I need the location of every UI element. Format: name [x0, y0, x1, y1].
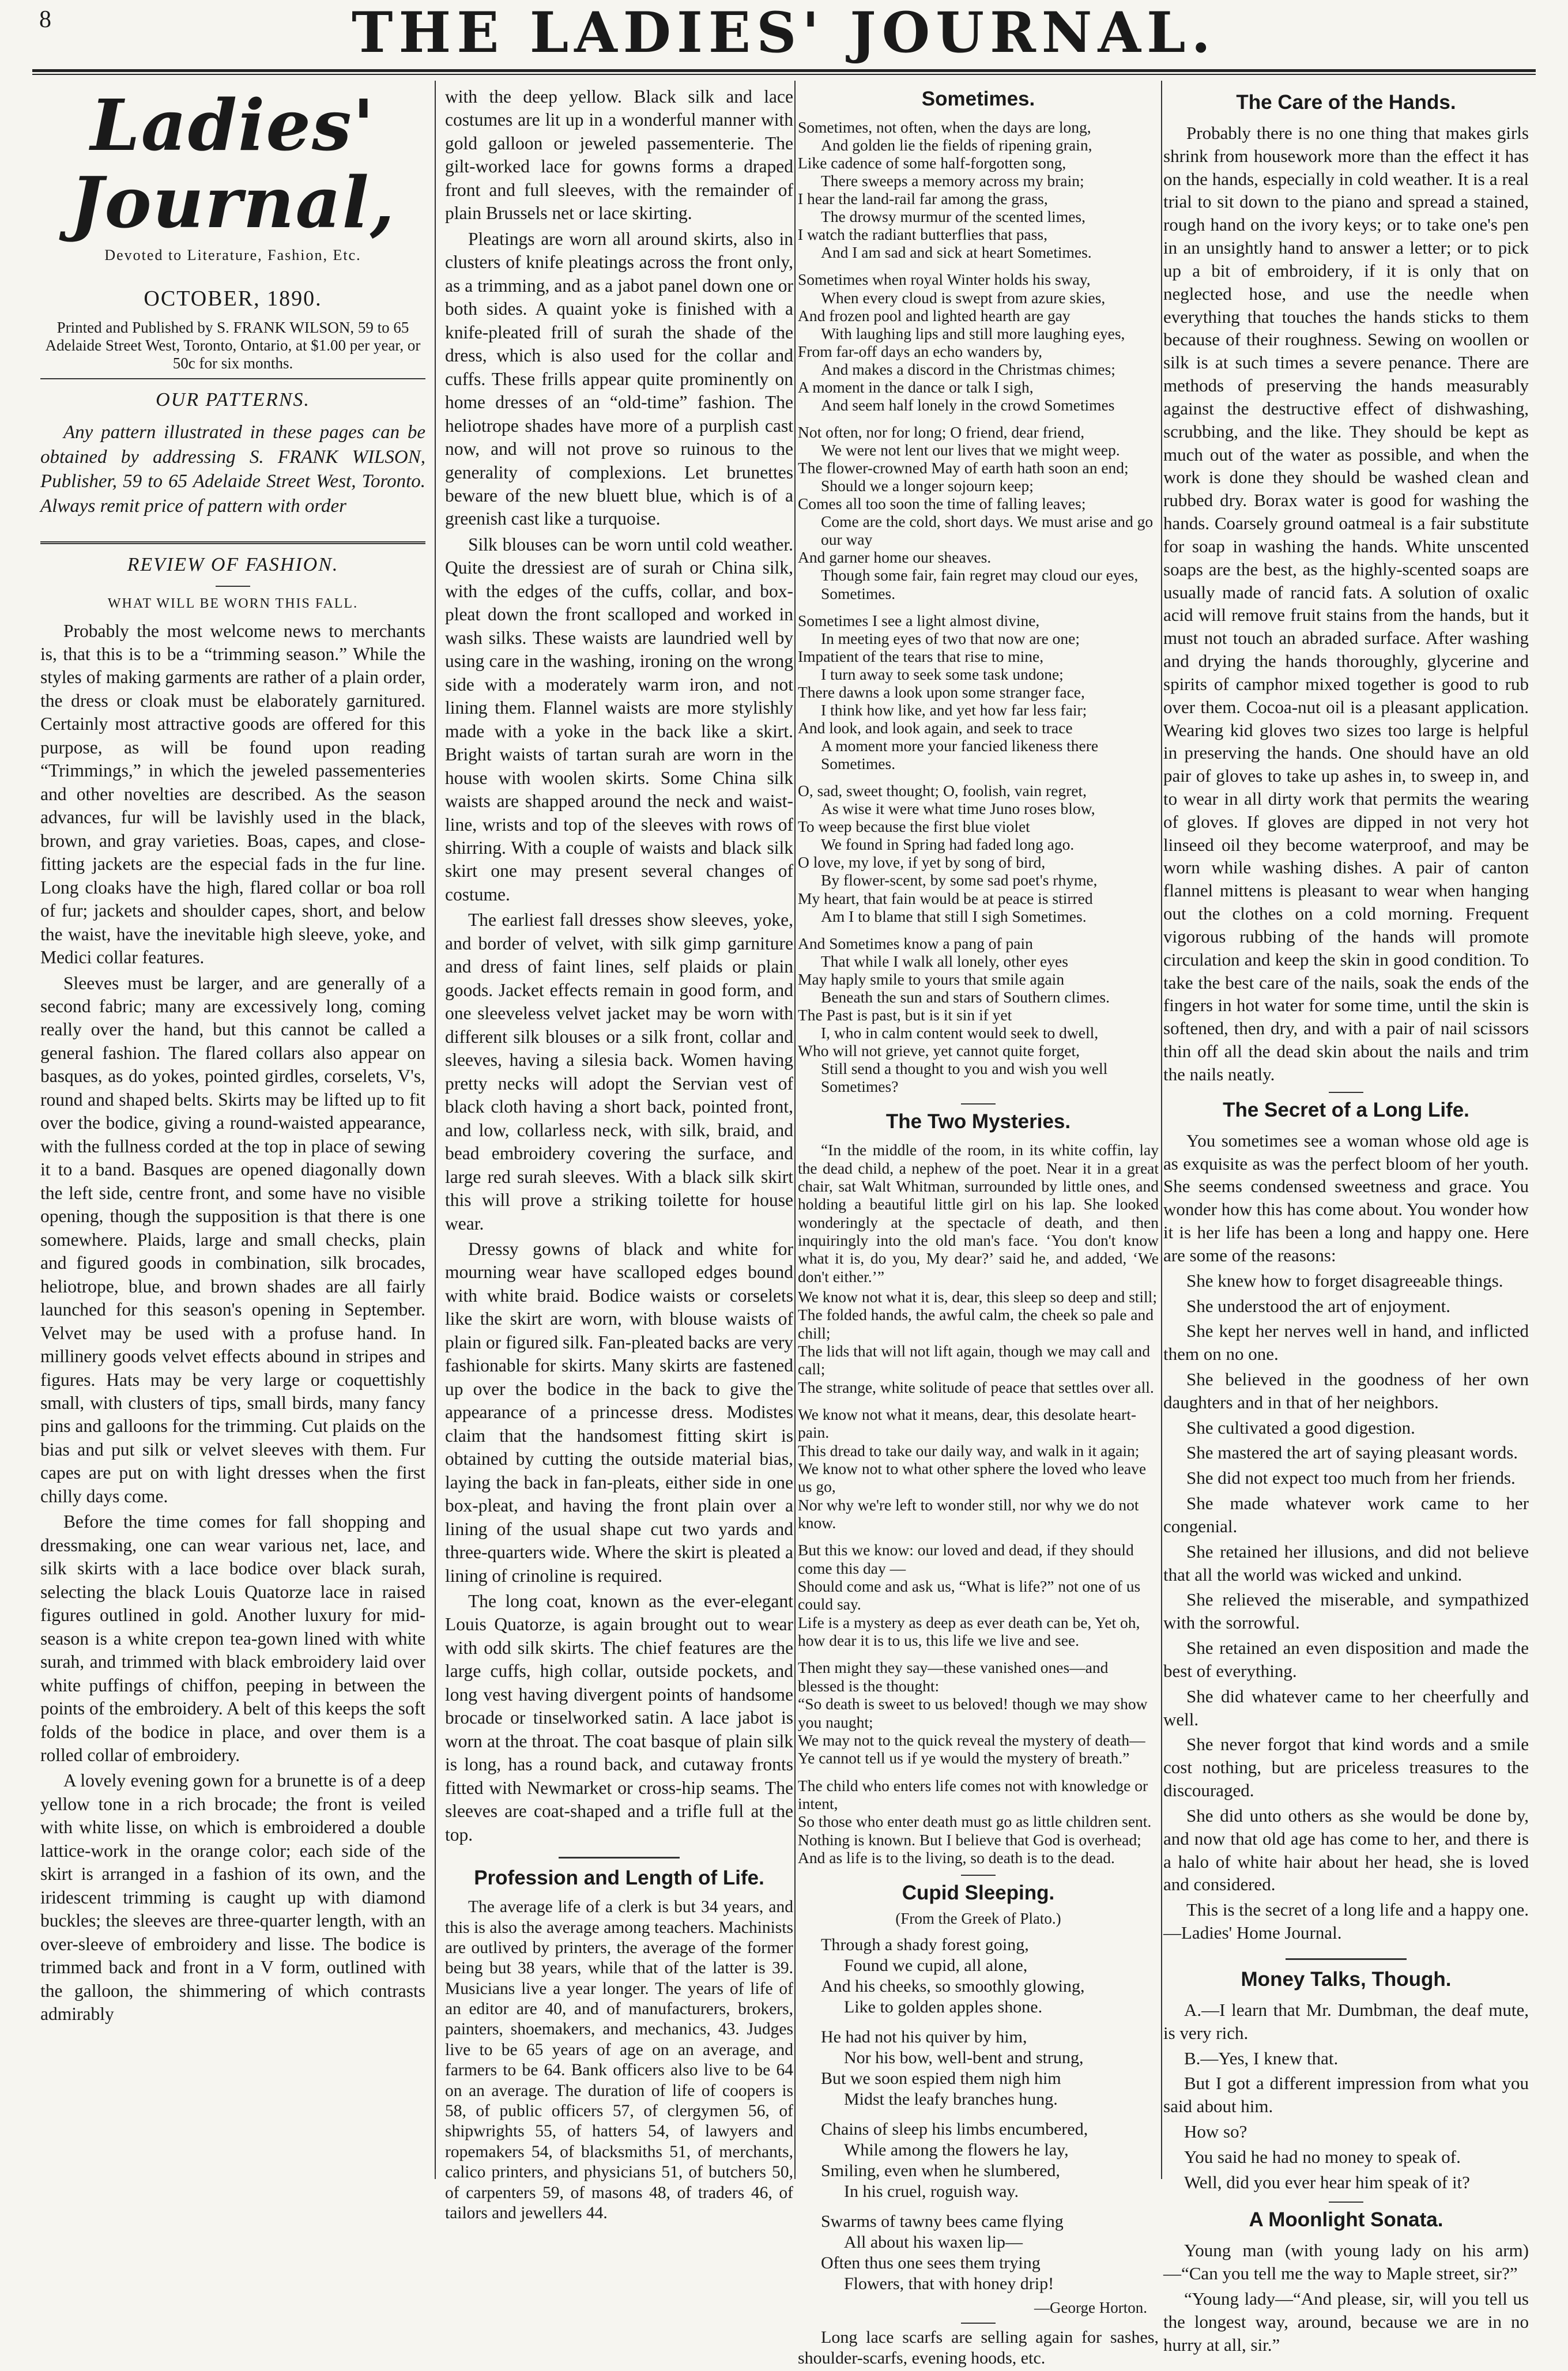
poem-line: Nor his bow, well-bent and strung,: [844, 2048, 1084, 2067]
review-paragraph: A lovely evening gown for a brunette is of a deep yellow tone in a rich brocade; the front is veiled with white lisse, on which is embroidered a double lattice-work in the orange color; each side of the skirt is arranged in a fashion of its own, and the iridescent trimming is caught up with diamond buckles; the sleeves are three-quarter length, with an over-sleeve of embroidery and lisse. The bodice is trimmed back and front in a V form, outlined with the galloon, the shimmering of which contrasts admirably: [40, 1770, 425, 2025]
review-paragraph: Probably the most welcome news to merchants is, that this is to be a “trimming season.” While the styles of making garments are rather of a plain order, the dress or cloak must be elaborately garnitured. Certainly most attractive goods are offered for this purpose, as will be found upon reading “Trimmings,” in which the jeweled passementeries and other novelties are described. As the season advances, fur will be lavishly used in the black, brown, and gray varieties. Boas, capes, and close-fitting jackets are the especial fads in the fur line. Long cloaks have the high, flared collar or boa roll of fur; jackets and shoulder capes, short, and below the waist, have the inevitable high sleeve, yoke, and Medici collar features.: [40, 620, 425, 968]
poem-line: O, sad, sweet thought; O, foolish, vain regret,: [798, 782, 1087, 800]
ornament-rule: [559, 1857, 680, 1859]
poem-line: Like cadence of some half-forgotten song,: [798, 154, 1066, 172]
money-paragraph: You said he had no money to speak of.: [1184, 2146, 1461, 2167]
poem-line: This dread to take our daily way, and walk in it again;: [798, 1441, 1140, 1460]
stanza-gap: [798, 1649, 1159, 1658]
poem-line: We found in Spring had faded long ago.: [821, 835, 1075, 854]
poem-line: I turn away to seek some task undone;: [821, 665, 1064, 683]
poem-line: Then might they say—these vanished ones—and blessed is the thought:: [798, 1658, 1109, 1695]
masthead-title: Ladies' Journal,: [70, 84, 396, 244]
short-rule: [1329, 1092, 1363, 1093]
review-paragraph: Sleeves must be larger, and are generally of a second fabric; many are excessively long, coming really over the hand, but this cannot be called a general fashion. The flared collars also appear on basques, as do yokes, pointed girdles, corselets, V's, round and shaped belts. Skirts may be lifted up to fit over the bodice, giving a round-waisted appearance, with the fullness corded at the top in place of sewing it to a band. Basques are opened diagonally down the left side, centre front, and some have no visible opening, though the supposition is that there is one somewhere. Plaids, large and small checks, plain and figured goods in combination, silk brocades, heliotrope, blue, and brown shades are all fairly launched for this season's opening in September. Velvet may be used with a profuse hand. In millinery goods velvet effects abound in stripes and figures. Hats may be very large or coquettishly small, with clusters of tips, small birds, many fancy pins and galloons for the trimming. Cut plaids on the bias and put silk or velvet sleeves with them. Fur capes are put on with light dresses when the first chilly days come.: [40, 972, 425, 1506]
cupid-subtitle: (From the Greek of Plato.): [895, 1910, 1061, 1928]
stanza-gap: [821, 2202, 1159, 2211]
header-rule-thin: [32, 74, 1536, 75]
stanza-gap: [821, 2018, 1159, 2027]
poem-line: He had not his quiver by him,: [821, 2027, 1027, 2046]
poem-line: Still send a thought to you and wish you well Sometimes?: [821, 1060, 1108, 1096]
poem-line: And frozen pool and lighted hearth are gay: [798, 306, 1071, 325]
poem-line: So those who enter death must go as little children sent.: [798, 1812, 1152, 1831]
divider: [40, 378, 425, 379]
poem-line: And makes a discord in the Christmas chimes;: [821, 360, 1115, 378]
column-rule: [1161, 81, 1162, 2179]
poem-line: The drowsy murmur of the scented limes,: [821, 208, 1085, 226]
mysteries-title: The Two Mysteries.: [885, 1110, 1071, 1133]
poem-line: We know not to what other sphere the loved who leave us go,: [798, 1460, 1147, 1496]
poem-line: And look, and look again, and seek to trace: [798, 718, 1073, 737]
review-paragraph: Silk blouses can be worn until cold weather. Quite the dressiest are of surah or China silk, with the edges of the cuffs, collar, and box-pleat down the front scalloped and worked in wash silks. These waists are laundried well by using care in the washing, ironing on the wrong side with a moderately warm iron, and not lining them. Flannel waists are more stylishly made with a yoke in the back like a skirt. Bright waists of tartan surah are worn in the house with woolen skirts. Some China silk waists are shapped around the neck and waist-line, wrists and top of the sleeves with rows of shirring. With a couple of waists and black silk skirt one may present several changes of costume.: [445, 534, 793, 904]
secret-paragraph: She mastered the art of saying pleasant words.: [1186, 1442, 1518, 1463]
poem-line: Nor why we're left to wonder still, nor why we do not know.: [798, 1495, 1139, 1532]
secret-paragraph: She cultivated a good digestion.: [1186, 1417, 1415, 1438]
stanza-gap: [798, 772, 1159, 782]
poem-line: Should come and ask us, “What is life?” not one of us could say.: [798, 1577, 1141, 1614]
poem-line: Who will not grieve, yet cannot quite forget,: [798, 1042, 1080, 1060]
poem-line: The flower-crowned May of earth hath soon an end;: [798, 459, 1129, 477]
poem-line: That while I walk all lonely, other eyes: [821, 952, 1068, 970]
masthead-tagline: Devoted to Literature, Fashion, Etc.: [104, 247, 361, 264]
poem-line: By flower-scent, by some sad poet's rhyme,: [821, 871, 1098, 889]
hands-title: The Care of the Hands.: [1236, 91, 1456, 114]
secret-paragraph: You sometimes see a woman whose old age is as exquisite as was the perfect bloom of her youth. She seems condensed sweetness and grace. You wonder how this has come about. You wonder how it is her life has been a long and happy one. Here are some of the reasons:: [1163, 1130, 1529, 1265]
secret-paragraph: She retained an even disposition and made the best of everything.: [1163, 1638, 1529, 1681]
secret-paragraph: She retained her illusions, and did not believe that all the world was wicked and unkind.: [1163, 1541, 1529, 1585]
column-rule: [435, 81, 436, 2179]
poem-line: The child who enters life comes not with knowledge or intent,: [798, 1776, 1148, 1812]
column-2: [445, 85, 793, 2226]
poem-line: The strange, white solitude of peace that settles over all.: [798, 1378, 1154, 1396]
poem-line: Through a shady forest going,: [821, 1935, 1029, 1954]
money-paragraph: Well, did you ever hear him speak of it?: [1184, 2172, 1470, 2192]
poem-line: Beneath the sun and stars of Southern climes.: [821, 987, 1110, 1006]
secret-paragraph: She relieved the miserable, and sympathized with the sorrowful.: [1163, 1589, 1529, 1633]
poem-line: Impatient of the tears that rise to mine,: [798, 647, 1044, 665]
poem-line: We may not to the quick reveal the mystery of death—: [798, 1731, 1145, 1749]
secret-title: The Secret of a Long Life.: [1223, 1098, 1469, 1121]
hands-text: Probably there is no one thing that makes girls shrink from housework more than the effect it has on the hands, especially in cold weather. It is a real trial to sit down to the piano and spread a stained, rough hand on the ivory keys; or to take one's pen in an unsightly hand to answer a letter; or to pick up a bit of embroidery, if it is only that on neglected hose, and use the needle when everything that touches the hands sticks to them because of their roughness. Sewing on woollen or silk is at such times a severe penance. There are methods of preserving the hands measurably against the destructive effect of dishwashing, scrubbing, and the like. They should be kept as much out of the water as possible, and when the work is done they should be washed clean and rubbed dry. Borax water is good for washing the hands. Coarsely ground oatmeal is a fair substitute for soap in washing the hands. White unscented soaps are the best, as the highly-scented soaps are usually made of rancid fats. A solution of oxalic acid will remove fruit stains from the hands, but it must not touch an abraded surface. After washing and drying the hands thoroughly, glycerine and spirits of camphor mixed together is good to rub over them. Cocoa-nut oil is a pleasant application. Wearing kid gloves two sizes too large is helpful in preserving the hands. One should have an old pair of gloves to take up ashes in, to sweep in, and to wear in all dirty work that permits the wearing of gloves. If gloves are dipped in not very hot linseed oil they become waterproof, and may be worn while washing dishes. A pair of canton flannel mittens is pleasant to wear when hanging out the clothes on a cold morning. Frequent vigorous rubbing of the hands will promote circulation and keep the skin in good condition. To take the best care of the nails, soak the ends of the fingers in hot water for some time, until the skin is softened, then dry, and with a pair of nail scissors thin off all the dead skin about the nails and trim the nails neatly.: [1163, 122, 1529, 1084]
poem-line: I think how like, and yet how far less fair;: [821, 700, 1087, 719]
poem-line: Flowers, that with honey drip!: [844, 2274, 1054, 2293]
stanza-gap: [798, 414, 1159, 423]
poem-line: May haply smile to yours that smile again: [798, 970, 1065, 988]
cupid-title: Cupid Sleeping.: [902, 1882, 1055, 1905]
poem-line: In meeting eyes of two that now are one;: [821, 629, 1080, 647]
poem-line: Like to golden apples shone.: [844, 1997, 1043, 2016]
poem-line: Sometimes when royal Winter holds his sway,: [798, 270, 1091, 289]
poem-line: The lids that will not lift again, though we may call and call;: [798, 1341, 1150, 1378]
short-rule: [961, 2323, 996, 2324]
profession-title: Profession and Length of Life.: [474, 1867, 764, 1890]
money-paragraph: How so?: [1184, 2121, 1247, 2142]
poem-line: Am I to blame that still I sigh Sometimes.: [821, 907, 1087, 925]
short-rule: [216, 586, 250, 587]
sometimes-title: Sometimes.: [921, 88, 1035, 110]
page-number: 8: [39, 6, 51, 33]
poem-line: And as life is to the living, so death is to the dead.: [798, 1848, 1115, 1867]
poem-line: The folded hands, the awful calm, the cheek so pale and chill;: [798, 1306, 1154, 1342]
secret-paragraph: She never forgot that kind words and a smile cost nothing, but are priceless treasures to the discouraged.: [1163, 1734, 1529, 1801]
poem-line: There dawns a look upon some stranger face,: [798, 683, 1085, 701]
poem-line: And garner home our sheaves.: [798, 548, 992, 567]
poem-line: And his cheeks, so smoothly glowing,: [821, 1976, 1085, 1996]
review-paragraph: The earliest fall dresses show sleeves, yoke, and border of velvet, with silk gimp garniture and dress of faint lines, self plaids or plain goods. Jacket effects remain in good form, and one sleeveless velvet jacket may be worn with different silk blouses or a silk front, collar and sleeves, having a silesia back. Women having pretty necks will adopt the Servian vest of black cloth having a short back, pointed front, and low, collarless neck, with silk, braid, and bead embroidery covering the surface, and large red surah sleeves. With a black silk skirt this will prove a striking toilette for house wear.: [445, 910, 793, 1234]
poem-line: We know not what it is, dear, this sleep so deep and still;: [798, 1287, 1157, 1306]
imprint: Printed and Published by S. FRANK WILSON, 59 to 65 Adelaide Street West, Toronto, Ontario, at $1.00 per year, or 50c for six months.: [45, 318, 421, 372]
issue-date: OCTOBER, 1890.: [144, 286, 322, 311]
stanza-gap: [798, 602, 1159, 612]
money-title: Money Talks, Though.: [1241, 1967, 1452, 1991]
stanza-gap: [798, 1396, 1159, 1405]
review-subhead: WHAT WILL BE WORN THIS FALL.: [107, 595, 359, 611]
sometimes-poem: [798, 118, 1159, 1095]
sonata-title: A Moonlight Sonata.: [1249, 2208, 1443, 2231]
patterns-heading: OUR PATTERNS.: [156, 389, 310, 410]
cupid-poem: [798, 1935, 1159, 2294]
stanza-gap: [798, 1767, 1159, 1777]
header-rule: [32, 69, 1536, 72]
poem-line: Not often, nor for long; O friend, dear friend,: [798, 423, 1085, 441]
poem-line: When every cloud is swept from azure skies,: [821, 288, 1106, 307]
poem-line: We were not lent our lives that we might weep.: [821, 441, 1120, 459]
divider: [40, 541, 425, 544]
ornament-rule: [1286, 1958, 1407, 1960]
poem-line: While among the flowers he lay,: [844, 2140, 1069, 2159]
poem-signature: —George Horton.: [1034, 2298, 1147, 2316]
poem-line: The Past is past, but is it sin if yet: [798, 1005, 1012, 1024]
poem-line: But this we know: our loved and dead, if they should come this day —: [798, 1541, 1134, 1577]
review-paragraph: Before the time comes for fall shopping and dressmaking, one can wear various net, lace, and silk skirts with a lace bodice over black surah, selecting the black Louis Quatorze lace in raised figures outlined in gold. Another luxury for mid-season is a white crepon tea-gown lined with white surah, and trimmed with black embroidery laid over white puffings of chiffon, peeping in between the points of the embroidery. A belt of this keeps the soft folds of the bodice in place, and over them is a rolled collar of embroidery.: [40, 1511, 425, 1766]
poem-line: Smiling, even when he slumbered,: [821, 2161, 1060, 2180]
poem-line: Midst the leafy branches hung.: [844, 2089, 1058, 2109]
secret-paragraph: She knew how to forget disagreeable things.: [1186, 1270, 1503, 1291]
secret-paragraph: She made whatever work came to her congenial.: [1163, 1493, 1529, 1536]
column-1: [40, 85, 425, 2029]
profession-text: The average life of a clerk is but 34 years, and this is also the average among teachers. Machinists are outlived by printers, the average of the former being but 38 years, while that of the latter is 39. Musicians live a year longer. The years of life of an editor are 40, and of manufacturers, brokers, painters, shoemakers, and mechanics, 43. Judges live to be 65 years of age on an average, and farmers to be 64. Bank officers also live to be 64 on an average. The duration of life of coopers is 58, of public officers 57, of clergymen 56, of shipwrights 55, of hatters 54, of lawyers and ropemakers 54, of blacksmiths 51, of merchants, calico printers, and physicians 51, of butchers 50, of carpenters 59, of masons 48, of traders 46, of tailors and jewellers 44.: [445, 1898, 793, 2222]
poem-line: Chains of sleep his limbs encumbered,: [821, 2119, 1088, 2139]
money-paragraph: A.—I learn that Mr. Dumbman, the deaf mute, is very rich.: [1163, 1999, 1529, 2043]
secret-paragraph: She did whatever came to her cheerfully and well.: [1163, 1686, 1529, 1729]
poem-line: And Sometimes know a pang of pain: [798, 934, 1033, 952]
secret-paragraph: She believed in the goodness of her own daughters and in that of her neighbors.: [1163, 1369, 1529, 1412]
poem-line: Found we cupid, all alone,: [844, 1955, 1028, 1975]
poem-line: O love, my love, if yet by song of bird,: [798, 853, 1046, 872]
poem-line: “So death is sweet to us beloved! though we may show you naught;: [798, 1695, 1148, 1731]
running-head: THE LADIES' JOURNAL.: [352, 0, 1216, 65]
poem-line: And I am sad and sick at heart Sometimes.: [821, 243, 1092, 262]
secret-paragraph: She kept her nerves well in hand, and inflicted them on no one.: [1163, 1321, 1529, 1364]
secret-paragraph: She understood the art of enjoyment.: [1186, 1295, 1451, 1316]
poem-line: And golden lie the fields of ripening grain,: [821, 136, 1092, 154]
poem-line: In his cruel, roguish way.: [844, 2181, 1019, 2201]
poem-line: My heart, that fain would be at peace is stirred: [798, 889, 1093, 907]
poem-line: Ye cannot tell us if ye would the mystery of breath.”: [798, 1749, 1130, 1767]
column-rule: [794, 81, 796, 2179]
patterns-text: Any pattern illustrated in these pages can be obtained by addressing S. FRANK WILSON, Publisher, 59 to 65 Adelaide Street West, Toronto. Always remit price of pattern with order: [40, 422, 425, 517]
poem-line: Sometimes I see a light almost divine,: [798, 611, 1040, 629]
review-paragraph: with the deep yellow. Black silk and lace costumes are lit up in a wonderful manner with gold galloon or jeweled passementerie. The gilt-worked lace for gowns forms a draped front and full sleeves, with the remainder of plain Brussels net or lace skirting.: [445, 86, 793, 224]
poem-line: But we soon espied them nigh him: [821, 2068, 1061, 2088]
secret-paragraph: She did unto others as she would be done by, and now that old age has come to her, and there is a halo of white hair about her head, she is loved and considered.: [1163, 1805, 1529, 1895]
money-paragraph: But I got a different impression from what you said about him.: [1163, 2073, 1529, 2117]
poem-line: There sweeps a memory across my brain;: [821, 172, 1084, 190]
stanza-gap: [798, 261, 1159, 270]
money-text: [1163, 1999, 1529, 2194]
poem-line: All about his waxen lip—: [844, 2232, 1023, 2252]
review-paragraph: The long coat, known as the ever-elegant Louis Quatorze, is again brought out to wear with odd silk skirts. The chief features are the large cuffs, high collar, outside pockets, and long vest having divergent points of handsome brocade or tinselworked satin. A lace jabot is worn at the throat. The coat basque of plain silk is long, has a round back, and cutaway fronts fitted with Newmarket or cross-hip seams. The sleeves are coat-shaped and a trifle full at the top.: [445, 1591, 793, 1845]
poem-line: Often thus one sees them trying: [821, 2253, 1041, 2272]
short-rule: [961, 1103, 996, 1105]
poem-line: A moment more your fancied likeness there Sometimes.: [821, 737, 1099, 773]
stanza-gap: [798, 1532, 1159, 1541]
poem-line: Comes all too soon the time of falling leaves;: [798, 495, 1086, 513]
secret-paragraph: She did not expect too much from her friends.: [1186, 1468, 1516, 1488]
column-3: [798, 85, 1159, 2371]
money-paragraph: B.—Yes, I knew that.: [1184, 2048, 1339, 2068]
poem-line: Sometimes, not often, when the days are long,: [798, 118, 1091, 136]
poem-line: As wise it were what time Juno roses blow,: [821, 800, 1095, 818]
poem-line: Come are the cold, short days. We must arise and go our way: [821, 512, 1154, 549]
sonata-paragraph: “Young lady—“And please, sir, will you tell us the longest way, around, because we are in no hurry at all, sir.”: [1163, 2289, 1529, 2355]
poem-line: I hear the land-rail far among the grass,: [798, 190, 1048, 208]
secret-text: [1163, 1129, 1529, 1944]
stanza-gap: [821, 2110, 1159, 2119]
poem-line: I watch the radiant butterflies that pass,: [798, 225, 1047, 244]
poem-line: Though some fair, fain regret may cloud our eyes, Sometimes.: [821, 566, 1139, 602]
review-heading: REVIEW OF FASHION.: [127, 554, 339, 575]
mysteries-intro: “In the middle of the room, in its white coffin, lay the dead child, a nephew of the poet. Near it in a great chair, sat Walt Whitman, surrounded by little ones, and holding a beautiful little girl on his lap. She looked wonderingly at the spectacle of death, and then inquiringly into the old man's face. ‘You don't know what it is, do you, My dear?’ said he, and added, ‘We don't either.’”: [798, 1141, 1159, 1286]
secret-paragraph: This is the secret of a long life and a happy one.—Ladies' Home Journal.: [1163, 1899, 1529, 1943]
poem-line: I, who in calm content would seek to dwell,: [821, 1023, 1099, 1042]
poem-line: Should we a longer sojourn keep;: [821, 477, 1034, 495]
sonata-paragraph: Young man (with young lady on his arm) —“Can you tell me the way to Maple street, sir?”: [1163, 2240, 1529, 2284]
poem-line: Swarms of tawny bees came flying: [821, 2211, 1064, 2231]
poem-line: With laughing lips and still more laughing eyes,: [821, 324, 1125, 342]
poem-line: Life is a mystery as deep as ever death can be, Yet oh, how dear it is to us, this life we live and see.: [798, 1613, 1140, 1650]
poem-line: A moment in the dance or talk I sigh,: [798, 378, 1034, 396]
short-rule: [1329, 2202, 1363, 2203]
review-paragraph: Pleatings are worn all around skirts, also in clusters of knife pleatings across the front only, as a trimming, and as a jabot panel down one or both sides. A quaint yoke is finished with a knife-pleated frill of surah the shade of the dress, which is also used for the collar and cuffs. These frills appear quite prominently on home dresses of an “old-time” fashion. The heliotrope shades have more of a purplish cast now, and will not prove so ruinous to the generality of complexions. Let brunettes beware of the new bluett blue, which is of a greenish cast like a turquoise.: [445, 228, 793, 529]
poem-line: From far-off days an echo wanders by,: [798, 342, 1043, 360]
poem-line: And seem half lonely in the crowd Sometimes: [821, 395, 1115, 414]
review-paragraph: Dressy gowns of black and white for mourning wear have scalloped edges bound with white braid. Bodice waists or corselets like the skirt are worn, with blouse waists of plain or figured silk. Fan-pleated backs are very fashionable for skirts. Many skirts are fastened up over the bodice in the back to give the appearance of a princesse dress. Modistes claim that the handsomest fitting skirt is obtained by cutting the outside material bias, laying the back in fan-pleats, either side in one box-pleat, and having the front plain over a lining of the usual shape cut two yards and three-quarters wide. Where the skirt is pleated a lining of crinoline is required.: [445, 1238, 793, 1586]
poem-line: We know not what it means, dear, this desolate heart-pain.: [798, 1405, 1136, 1442]
poem-line: Nothing is known. But I believe that God is overhead;: [798, 1830, 1141, 1849]
lace-scarfs-note: Long lace scarfs are selling again for sashes, shoulder-scarfs, evening hoods, etc.: [798, 2327, 1159, 2368]
column-4: [1163, 85, 1529, 2359]
short-rule: [961, 1875, 996, 1876]
mysteries-poem: [798, 1288, 1159, 1867]
stanza-gap: [798, 925, 1159, 934]
poem-line: To weep because the first blue violet: [798, 817, 1030, 836]
sonata-text: [1163, 2239, 1529, 2356]
